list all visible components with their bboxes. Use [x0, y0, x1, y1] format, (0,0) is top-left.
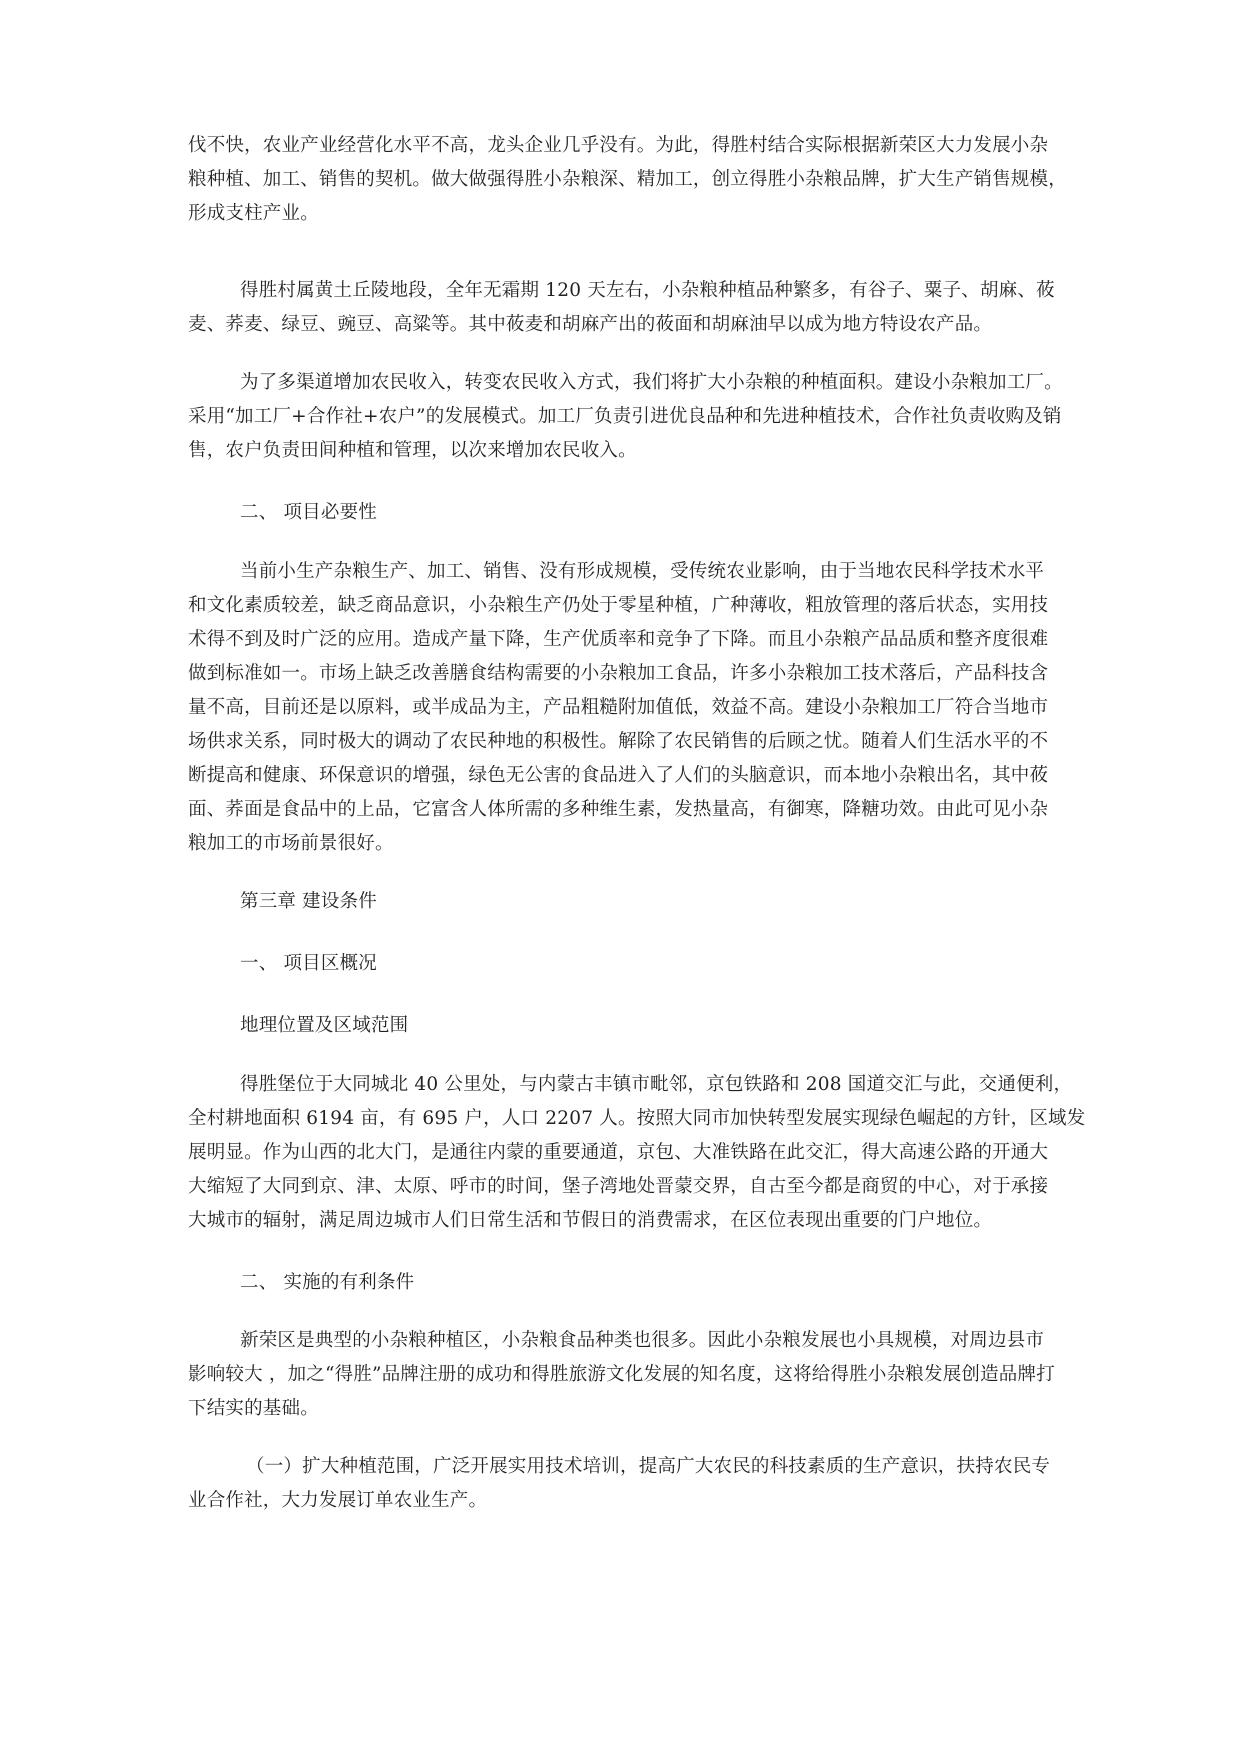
chapter-heading: 第三章 建设条件: [240, 891, 377, 912]
paragraph-income-line: 售，农户负责田间种植和管理，以次来增加农民收入。: [188, 440, 637, 461]
section-heading-overview: 一、 项目区概况: [240, 953, 377, 974]
paragraph-necessity-line: 做到标准如一。市场上缺乏改善膳食结构需要的小杂粮加工食品，许多小杂粮加工技术落后，产品科技含: [188, 663, 1049, 684]
paragraph-location-line: 展明显。作为山西的北大门，是通往内蒙的重要通道，京包、大准铁路在此交汇，得大高速公路的开通大: [188, 1142, 1049, 1163]
paragraph-necessity-line: 场供求关系，同时极大的调动了农民种地的积极性。解除了农民销售的后顾之忧。随着人们生活水平的不: [188, 731, 1049, 752]
paragraph-income-line: 采用“加工厂+合作社+农户”的发展模式。加工厂负责引进优良品种和先进种植技术，合作社负责收购及销: [188, 406, 1062, 427]
paragraph-measure-line: 业合作社，大力发展订单农业生产。: [188, 1490, 488, 1511]
section-heading-conditions: 二、 实施的有利条件: [240, 1272, 415, 1293]
paragraph-income-line: 为了多渠道增加农民收入，转变农民收入方式，我们将扩大小杂粮的种植面积。建设小杂粮加工厂。: [240, 372, 1063, 393]
paragraph-location-line: 全村耕地面积 6194 亩，有 695 户，人口 2207 人。按照大同市加快转型发展实现绿色崛起的方针，区域发: [188, 1108, 1086, 1129]
paragraph-conditions-line: 新荣区是典型的小杂粮种植区，小杂粮食品种类也很多。因此小杂粮发展也小具规模，对周边县市: [240, 1330, 1045, 1351]
paragraph-intro-line: 粮种植、加工、销售的契机。做大做强得胜小杂粮深、精加工，创立得胜小杂粮品牌，扩大生产销售规模，: [188, 169, 1067, 190]
paragraph-intro-line: 伐不快，农业产业经营化水平不高，龙头企业几乎没有。为此，得胜村结合实际根据新荣区大力发展小杂: [188, 135, 1049, 156]
paragraph-measure-line: （一）扩大种植范围，广泛开展实用技术培训，提高广大农民的科技素质的生产意识，扶持农民专: [246, 1456, 1051, 1477]
section-heading-necessity: 二、 项目必要性: [240, 502, 377, 523]
paragraph-conditions-line: 影响较大 ，加之“得胜”品牌注册的成功和得胜旅游文化发展的知名度，这将给得胜小杂粮发展创造品牌打: [188, 1364, 1055, 1385]
paragraph-necessity-line: 粮加工的市场前景很好。: [188, 833, 394, 854]
paragraph-location-line: 得胜堡位于大同城北 40 公里处，与内蒙古丰镇市毗邻，京包铁路和 208 国道交汇与此，交通便利，: [240, 1074, 1073, 1095]
paragraph-conditions-line: 下结实的基础。: [188, 1398, 319, 1419]
paragraph-necessity-line: 和文化素质较差，缺乏商品意识，小杂粮生产仍处于零星种植，广种薄收，粗放管理的落后状态，实用技: [188, 595, 1049, 616]
paragraph-necessity-line: 术得不到及时广泛的应用。造成产量下降，生产优质率和竞争了下降。而且小杂粮产品品质和整齐度很难: [188, 629, 1049, 650]
paragraph-intro-line: 形成支柱产业。: [188, 203, 319, 224]
subsection-heading-location: 地理位置及区域范围: [240, 1015, 409, 1036]
paragraph-necessity-line: 量不高，目前还是以原料，或半成品为主，产品粗糙附加值低，效益不高。建设小杂粮加工厂符合当地市: [188, 697, 1049, 718]
paragraph-necessity-line: 面、荞面是食品中的上品，它富含人体所需的多种维生素，发热量高，有御寒，降糖功效。由此可见小杂: [188, 799, 1049, 820]
paragraph-terrain-line: 得胜村属黄土丘陵地段，全年无霜期 120 天左右，小杂粮种植品种繁多，有谷子、粟子、胡麻、莜: [240, 280, 1055, 301]
paragraph-location-line: 大缩短了大同到京、津、太原、呼市的时间，堡子湾地处晋蒙交界，自古至今都是商贸的中心，对于承接: [188, 1176, 1049, 1197]
paragraph-location-line: 大城市的辐射，满足周边城市人们日常生活和节假日的消费需求，在区位表现出重要的门户地位。: [188, 1210, 993, 1231]
paragraph-terrain-line: 麦、荞麦、绿豆、豌豆、高粱等。其中莜麦和胡麻产出的莜面和胡麻油早以成为地方特设农产品。: [188, 314, 993, 335]
paragraph-necessity-line: 断提高和健康、环保意识的增强，绿色无公害的食品进入了人们的头脑意识，而本地小杂粮出名，其中莜: [188, 765, 1049, 786]
paragraph-necessity-line: 当前小生产杂粮生产、加工、销售、没有形成规模，受传统农业影响，由于当地农民科学技术水平: [240, 561, 1045, 582]
